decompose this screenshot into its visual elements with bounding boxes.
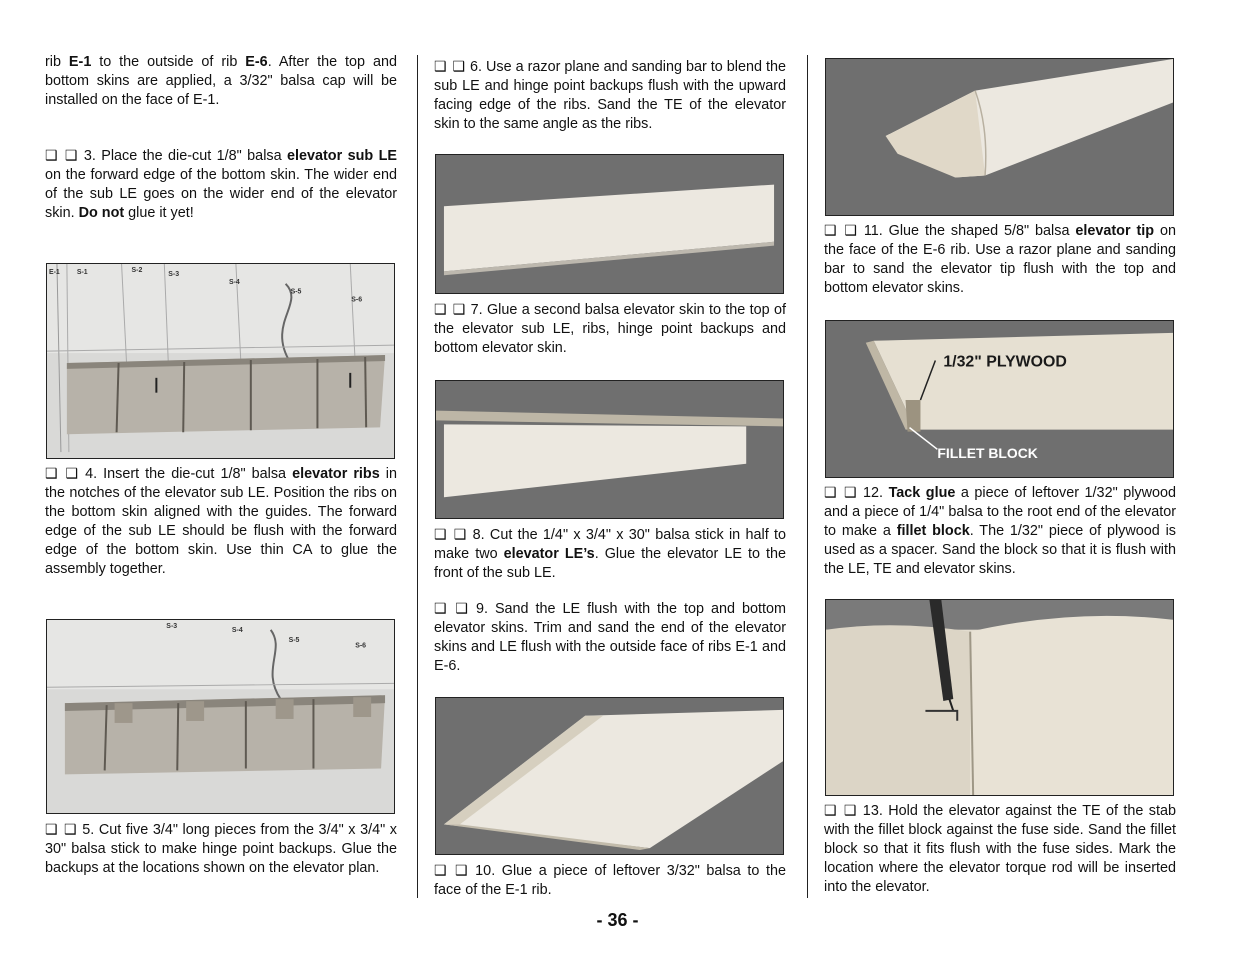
- page-number: - 36 -: [596, 910, 639, 930]
- checkbox-icon[interactable]: ❑ ❑: [434, 301, 467, 317]
- second-skin-photo-graphic: [436, 381, 783, 518]
- plan-label-s4: S-4: [228, 278, 240, 286]
- step-10-paragraph: ❑ ❑ 10. Glue a piece of leftover 3/32" balsa to the face of the E-1 rib.: [434, 862, 786, 898]
- photo-ribs-and-backups: [46, 619, 395, 814]
- step-6-paragraph: ❑ ❑ 6. Use a razor plane and sanding bar to blend the sub LE and hinge point backups flush with the upward facing edge of the ribs. Sand the TE of the elevator skin to the same angle as the ribs.: [434, 58, 787, 132]
- checkbox-icon[interactable]: ❑ ❑: [434, 862, 469, 878]
- plan-label-s5: S-5: [288, 636, 300, 644]
- checkbox-icon[interactable]: ❑ ❑: [45, 821, 78, 837]
- checkbox-icon[interactable]: ❑ ❑: [434, 58, 466, 74]
- checkbox-icon[interactable]: ❑ ❑: [45, 147, 79, 163]
- step-11-paragraph: ❑ ❑ 11. Glue the shaped 5/8" balsa elevator tip on the face of the E-6 rib. Use a razor plane and sanding bar to sand the elevator tip flush with the top and bottom elevator skins.: [824, 222, 1176, 296]
- column-divider: [807, 55, 808, 898]
- plan-label-s2: S-2: [131, 266, 143, 274]
- checkbox-icon[interactable]: ❑ ❑: [45, 465, 80, 481]
- fillet-block-photo-graphic: [826, 321, 1173, 477]
- photo-elevator-tip: [825, 58, 1174, 216]
- checkbox-icon[interactable]: ❑ ❑: [824, 484, 858, 500]
- step-5-paragraph: ❑ ❑ 5. Cut five 3/4" long pieces from the 3/4" x 3/4" x 30" balsa stick to make hinge point backups. Glue the backups at the locations shown on the elevator plan.: [45, 821, 397, 876]
- step-9-paragraph: ❑ ❑ 9. Sand the LE flush with the top and bottom elevator skins. Trim and sand the end of the elevator skins and LE flush with the outside face of ribs E-1 and E-6.: [434, 600, 787, 674]
- plan-label-s6: S-6: [351, 296, 363, 304]
- photo-fillet-block: [825, 320, 1174, 478]
- photo-bottom-skin-on-plan: [46, 263, 395, 459]
- plywood-callout-label: 1/32" PLYWOOD: [943, 353, 1067, 371]
- elevator-end-photo-graphic: [436, 698, 783, 854]
- step-8-paragraph: ❑ ❑ 8. Cut the 1/4" x 3/4" x 30" balsa stick in half to make two elevator LE’s. Glue the elevator LE to the front of the sub LE.: [434, 526, 786, 581]
- step-3-paragraph: ❑ ❑ 3. Place the die-cut 1/8" balsa elevator sub LE on the forward edge of the bottom skin. The wider end of the sub LE goes on the wider end of the elevator skin. Do not glue it yet!: [45, 147, 397, 221]
- plan-photo-graphic: [47, 264, 394, 458]
- intro-paragraph: rib E-1 to the outside of rib E-6. After the top and bottom skins are applied, a 3/32" balsa cap will be installed on the face of E-1.: [45, 54, 397, 108]
- photo-sanded-skin: [435, 154, 784, 294]
- elevator-tip-photo-graphic: [826, 59, 1173, 215]
- photo-marking-torque-rod: [825, 599, 1174, 796]
- skin-photo-graphic: [436, 155, 783, 293]
- checkbox-icon[interactable]: ❑ ❑: [824, 222, 858, 238]
- photo-elevator-end: [435, 697, 784, 855]
- photo-second-skin: [435, 380, 784, 519]
- fillet-block-callout-label: FILLET BLOCK: [937, 445, 1038, 462]
- plan-label-e1: E-1: [48, 268, 60, 276]
- plan-label-s4: S-4: [231, 626, 243, 634]
- plan-label-s1: S-1: [76, 268, 88, 276]
- marking-photo-graphic: [826, 600, 1173, 795]
- step-7-paragraph: ❑ ❑ 7. Glue a second balsa elevator skin to the top of the elevator sub LE, ribs, hinge point backups and bottom elevator skin.: [434, 301, 786, 356]
- step-13-paragraph: ❑ ❑ 13. Hold the elevator against the TE of the stab with the fillet block against the fuse side. Sand the fillet block so that it fits flush with the fuse sides. Mark the location where the elevator torque rod will be inserted into the elevator.: [824, 802, 1176, 895]
- column-divider: [417, 55, 418, 898]
- step-12-paragraph: ❑ ❑ 12. Tack glue a piece of leftover 1/32" plywood and a piece of 1/4" balsa to the root end of the elevator to make a fillet block. The 1/32" piece of plywood is used as a spacer. Sand the block so that it is flush with the LE, TE and elevator skins.: [824, 484, 1176, 577]
- ribs-photo-graphic: [47, 620, 394, 813]
- plan-label-s5: S-5: [290, 288, 302, 296]
- checkbox-icon[interactable]: ❑ ❑: [434, 526, 468, 542]
- checkbox-icon[interactable]: ❑ ❑: [434, 600, 469, 616]
- checkbox-icon[interactable]: ❑ ❑: [824, 802, 858, 818]
- plan-label-s3: S-3: [166, 622, 178, 630]
- step-4-paragraph: ❑ ❑ 4. Insert the die-cut 1/8" balsa elevator ribs in the notches of the elevator sub LE. Position the ribs on the bottom skin aligned with the guides. The forward edge of the sub LE should be flush with the forward edge of the bottom skin. Use thin CA to glue the assembly together.: [45, 465, 397, 577]
- plan-label-s3: S-3: [168, 270, 180, 278]
- plan-label-s6: S-6: [355, 642, 367, 650]
